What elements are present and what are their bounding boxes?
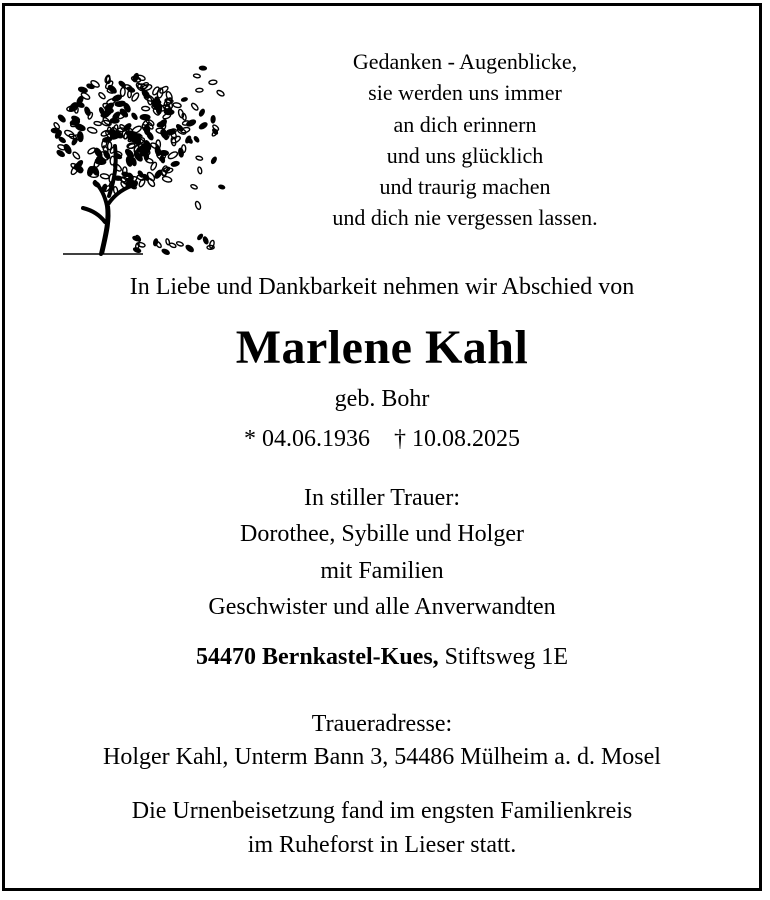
mourners — [5, 480, 759, 626]
mourners-heading: In stiller Trauer: — [304, 485, 460, 511]
life-dates — [5, 426, 759, 453]
death-date: † 10.08.2025 — [394, 426, 520, 452]
burial-line: im Ruheforst in Lieser statt. — [247, 832, 517, 858]
deceased-name: Marlene Kahl — [235, 321, 529, 374]
birth-date: * 04.06.1936 — [244, 426, 370, 452]
poem-line: Gedanken - Augenblicke, — [352, 49, 578, 74]
windblown-tree-icon — [43, 46, 233, 258]
mourner-line: Geschwister und alle Anverwandten — [208, 594, 556, 621]
family-address — [5, 644, 759, 671]
poem-line: an dich erinnern — [393, 111, 537, 137]
condolence-address-text: Holger Kahl, Unterm Bann 3, 54486 Mülheim a. d. Mosel — [103, 744, 661, 770]
mourner-line: mit Familien — [320, 557, 444, 584]
poem-line: und traurig machen — [379, 174, 551, 200]
mourner-line: Dorothee, Sybille und Holger — [240, 521, 524, 548]
address-city: 54470 Bernkastel-Kues, — [196, 644, 439, 670]
obituary-notice — [2, 3, 762, 891]
poem-line: sie werden uns immer — [368, 80, 562, 106]
condolence-address — [5, 708, 759, 774]
address-street: Stiftsweg 1E — [444, 644, 568, 670]
poem-line: und dich nie vergessen lassen. — [332, 205, 598, 231]
poem — [275, 46, 655, 234]
condolence-label: Traueradresse: — [311, 711, 453, 737]
burial-note — [5, 794, 759, 862]
maiden-name: geb. Bohr — [334, 386, 430, 412]
farewell-intro: In Liebe und Dankbarkeit nehmen wir Abschied von — [129, 274, 635, 300]
poem-line: und uns glücklich — [386, 142, 544, 168]
burial-line: Die Urnenbeisetzung fand im engsten Familienkreis — [131, 798, 633, 824]
